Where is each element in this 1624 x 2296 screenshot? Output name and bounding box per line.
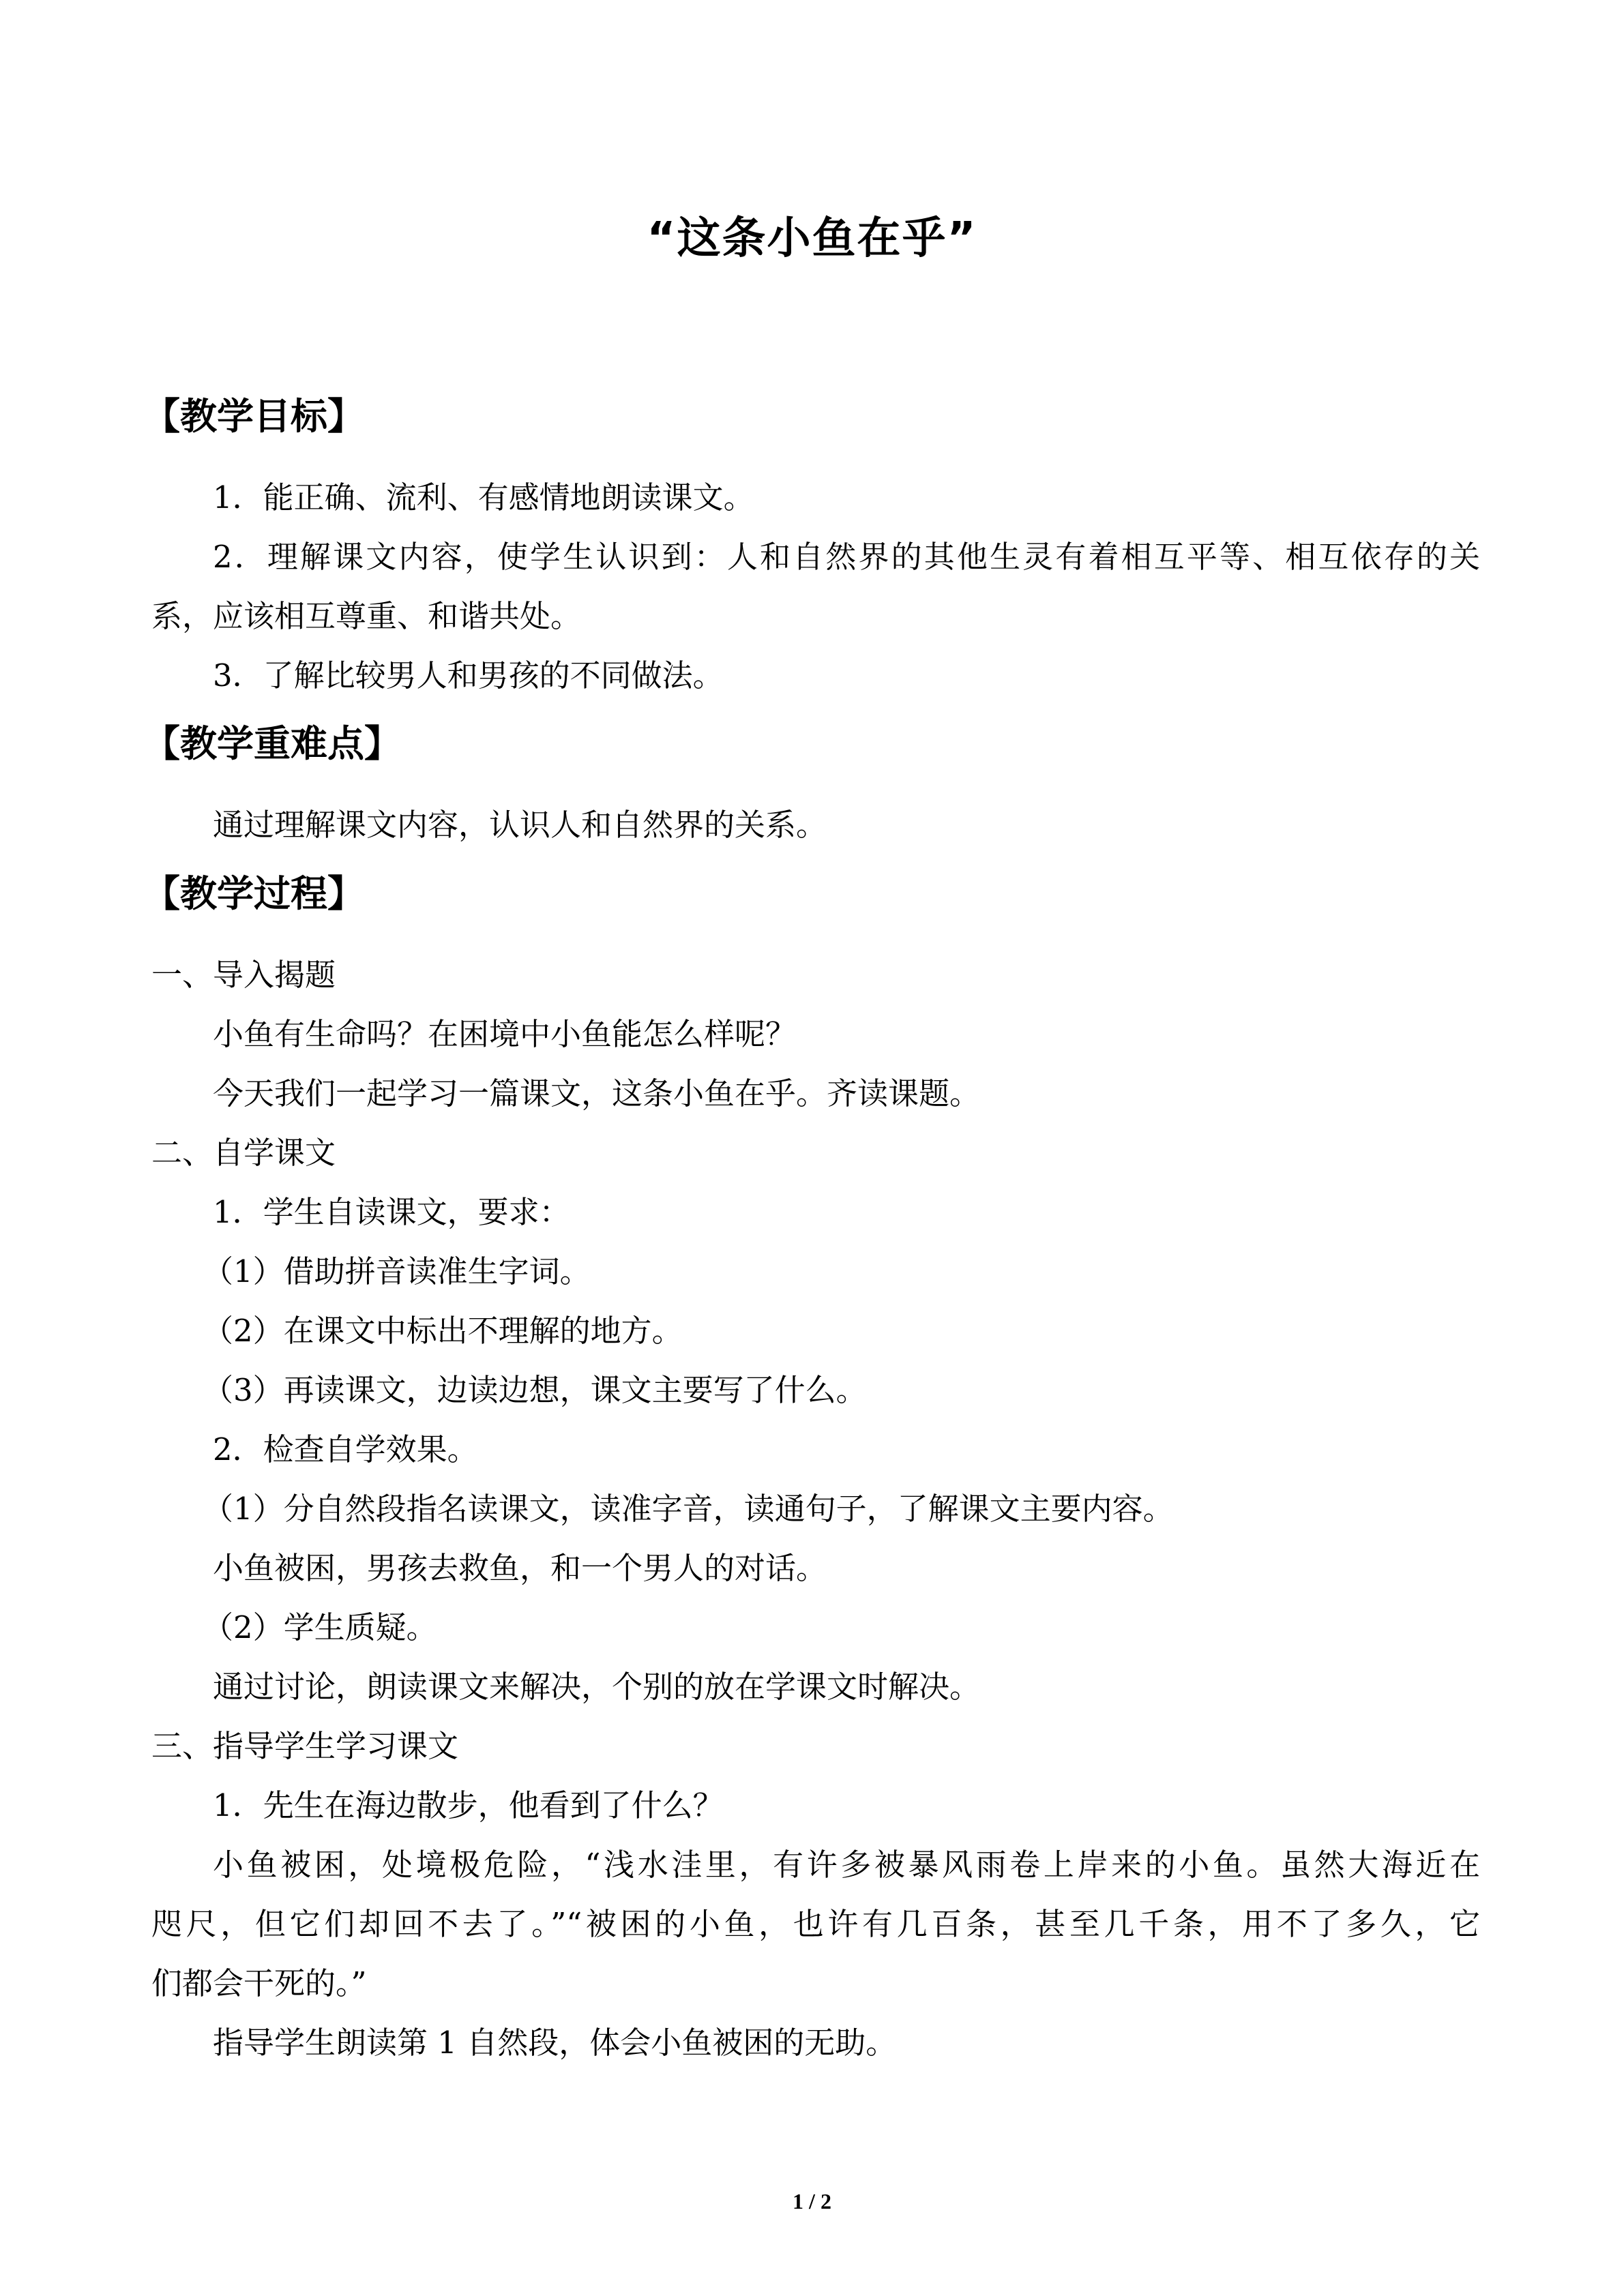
process-line: 今天我们一起学习一篇课文，这条小鱼在乎。齐读课题。: [213, 1075, 981, 1112]
goal-item: 1．能正确、流利、有感情地朗读课文。: [213, 479, 754, 516]
page-indicator: 1 / 2: [793, 2189, 831, 2213]
process-line: 小鱼被困，男孩去救鱼，和一个男人的对话。: [213, 1550, 827, 1586]
goal-item-continuation: 系，应该相互尊重、和谐共处。: [151, 598, 582, 634]
process-line: 小鱼被困，处境极危险，“浅水洼里，有许多被暴风雨卷上岸来的小鱼。虽然大海近在: [213, 1847, 1480, 1883]
process-subheading: 二、自学课文: [151, 1135, 336, 1171]
process-subheading: 一、导入揭题: [151, 957, 336, 993]
process-line: （1）借助拼音读准生字词。: [203, 1253, 591, 1289]
process-line: 1．先生在海边散步，他看到了什么？: [213, 1787, 724, 1823]
process-line: （2）在课文中标出不理解的地方。: [203, 1313, 683, 1349]
process-line: 通过讨论，朗读课文来解决，个别的放在学课文时解决。: [213, 1669, 981, 1705]
process-line-continuation: 咫尺，但它们却回不去了。”“被困的小鱼，也许有几百条，甚至几千条，用不了多久，它: [151, 1906, 1480, 1942]
process-line: 1．学生自读课文，要求：: [213, 1194, 570, 1230]
process-line: （3）再读课文，边读边想，课文主要写了什么。: [203, 1372, 867, 1408]
keypoints-text: 通过理解课文内容，认识人和自然界的关系。: [213, 807, 827, 843]
document-title: “这条小鱼在乎”: [647, 213, 977, 264]
goal-item: 3．了解比较男人和男孩的不同做法。: [213, 657, 724, 694]
process-line: （1）分自然段指名读课文，读准字音，读通句子，了解课文主要内容。: [203, 1491, 1174, 1527]
process-subheading: 三、指导学生学习课文: [151, 1728, 459, 1764]
section-heading-process: 【教学过程】: [143, 872, 364, 915]
process-line: （2）学生质疑。: [203, 1609, 437, 1645]
process-line: 小鱼有生命吗？在困境中小鱼能怎么样呢？: [213, 1016, 797, 1052]
section-heading-keypoints: 【教学重难点】: [143, 722, 401, 765]
process-line-continuation: 们都会干死的。”: [151, 1965, 367, 2001]
goal-item: 2．理解课文内容，使学生认识到：人和自然界的其他生灵有着相互平等、相互依存的关: [213, 539, 1480, 575]
process-line: 指导学生朗读第 1 自然段，体会小鱼被困的无助。: [213, 2025, 897, 2061]
section-heading-goals: 【教学目标】: [143, 395, 364, 438]
process-line: 2．检查自学效果。: [213, 1431, 478, 1467]
